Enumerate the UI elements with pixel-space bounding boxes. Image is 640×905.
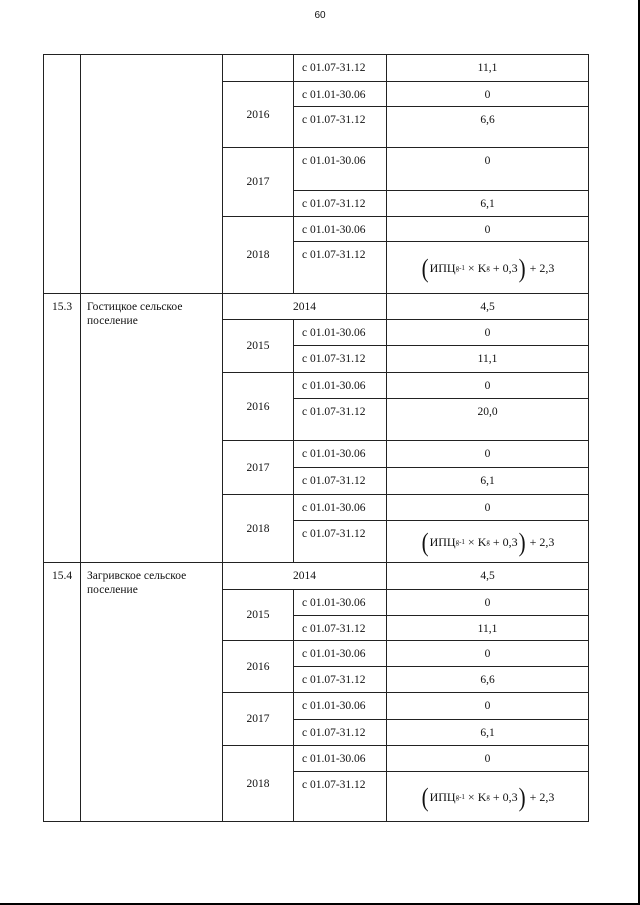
left-paren-icon: ( <box>421 526 429 557</box>
value-cell: 0 <box>386 640 589 667</box>
value-cell: 6,6 <box>386 106 589 148</box>
year-cell: 2016 <box>222 640 294 693</box>
year-cell: 2017 <box>222 692 294 746</box>
period-cell: с 01.01-30.06 <box>293 494 387 521</box>
value-cell: 4,5 <box>386 293 589 320</box>
value-cell: 0 <box>386 147 589 191</box>
value-cell: 11,1 <box>386 54 589 82</box>
value-cell: 6,6 <box>386 666 589 693</box>
year-cell: 2016 <box>222 372 294 441</box>
value-cell: 0 <box>386 745 589 772</box>
settlement-name: Гостицкое сельское поселение <box>80 293 223 563</box>
value-cell: 0 <box>386 319 589 346</box>
period-cell: с 01.07-31.12 <box>293 666 387 693</box>
period-cell: с 01.01-30.06 <box>293 147 387 191</box>
tariff-table <box>43 54 589 822</box>
value-cell: 11,1 <box>386 345 589 373</box>
period-cell: с 01.01-30.06 <box>293 216 387 242</box>
period-cell: с 01.01-30.06 <box>293 319 387 346</box>
year-cell: 2018 <box>222 745 294 822</box>
value-cell: 11,1 <box>386 615 589 641</box>
period-cell: с 01.07-31.12 <box>293 190 387 217</box>
right-paren-icon: ) <box>518 781 526 812</box>
period-cell: с 01.01-30.06 <box>293 372 387 399</box>
period-cell: с 01.01-30.06 <box>293 640 387 667</box>
value-cell: 20,0 <box>386 398 589 441</box>
value-cell: 0 <box>386 372 589 399</box>
value-cell: 6,1 <box>386 719 589 746</box>
period-cell: с 01.01-30.06 <box>293 440 387 468</box>
period-cell: с 01.07-31.12 <box>293 241 387 294</box>
value-cell: 0 <box>386 81 589 107</box>
num-cell: 15.4 <box>43 562 81 822</box>
period-cell: с 01.01-30.06 <box>293 589 387 616</box>
period-cell: с 01.07-31.12 <box>293 719 387 746</box>
base-year-cell: 2014 <box>222 562 387 590</box>
num-cell <box>43 54 81 294</box>
year-cell <box>222 54 294 82</box>
period-cell: с 01.01-30.06 <box>293 745 387 772</box>
base-year-cell: 2014 <box>222 293 387 320</box>
right-paren-icon: ) <box>518 252 526 283</box>
right-paren-icon: ) <box>518 526 526 557</box>
value-cell: 0 <box>386 692 589 720</box>
period-cell: с 01.07-31.12 <box>293 54 387 82</box>
year-cell: 2017 <box>222 440 294 495</box>
left-paren-icon: ( <box>421 781 429 812</box>
formula-cell: ( ИПЦ g-1 × K g + 0,3 ) + 2,3 <box>386 520 589 563</box>
period-cell: с 01.07-31.12 <box>293 106 387 148</box>
period-cell: с 01.01-30.06 <box>293 81 387 107</box>
value-cell: 0 <box>386 216 589 242</box>
period-cell: с 01.07-31.12 <box>293 345 387 373</box>
value-cell: 6,1 <box>386 467 589 495</box>
value-cell: 0 <box>386 494 589 521</box>
settlement-name: Загривское сельское поселение <box>80 562 223 822</box>
left-paren-icon: ( <box>421 252 429 283</box>
period-cell: с 01.07-31.12 <box>293 467 387 495</box>
value-cell: 0 <box>386 440 589 468</box>
formula-cell: ( ИПЦ g-1 × K g + 0,3 ) + 2,3 <box>386 771 589 822</box>
period-cell: с 01.01-30.06 <box>293 692 387 720</box>
period-cell: с 01.07-31.12 <box>293 615 387 641</box>
period-cell: с 01.07-31.12 <box>293 520 387 563</box>
value-cell: 4,5 <box>386 562 589 590</box>
period-cell: с 01.07-31.12 <box>293 398 387 441</box>
page-number: 60 <box>314 10 326 21</box>
name-cell <box>80 54 223 294</box>
year-cell: 2018 <box>222 494 294 563</box>
year-cell: 2015 <box>222 319 294 373</box>
period-cell: с 01.07-31.12 <box>293 771 387 822</box>
formula-cell: ( ИПЦ g-1 × K g + 0,3 ) + 2,3 <box>386 241 589 294</box>
year-cell: 2018 <box>222 216 294 294</box>
year-cell: 2017 <box>222 147 294 217</box>
year-cell: 2016 <box>222 81 294 148</box>
num-cell: 15.3 <box>43 293 81 563</box>
value-cell: 6,1 <box>386 190 589 217</box>
year-cell: 2015 <box>222 589 294 641</box>
value-cell: 0 <box>386 589 589 616</box>
